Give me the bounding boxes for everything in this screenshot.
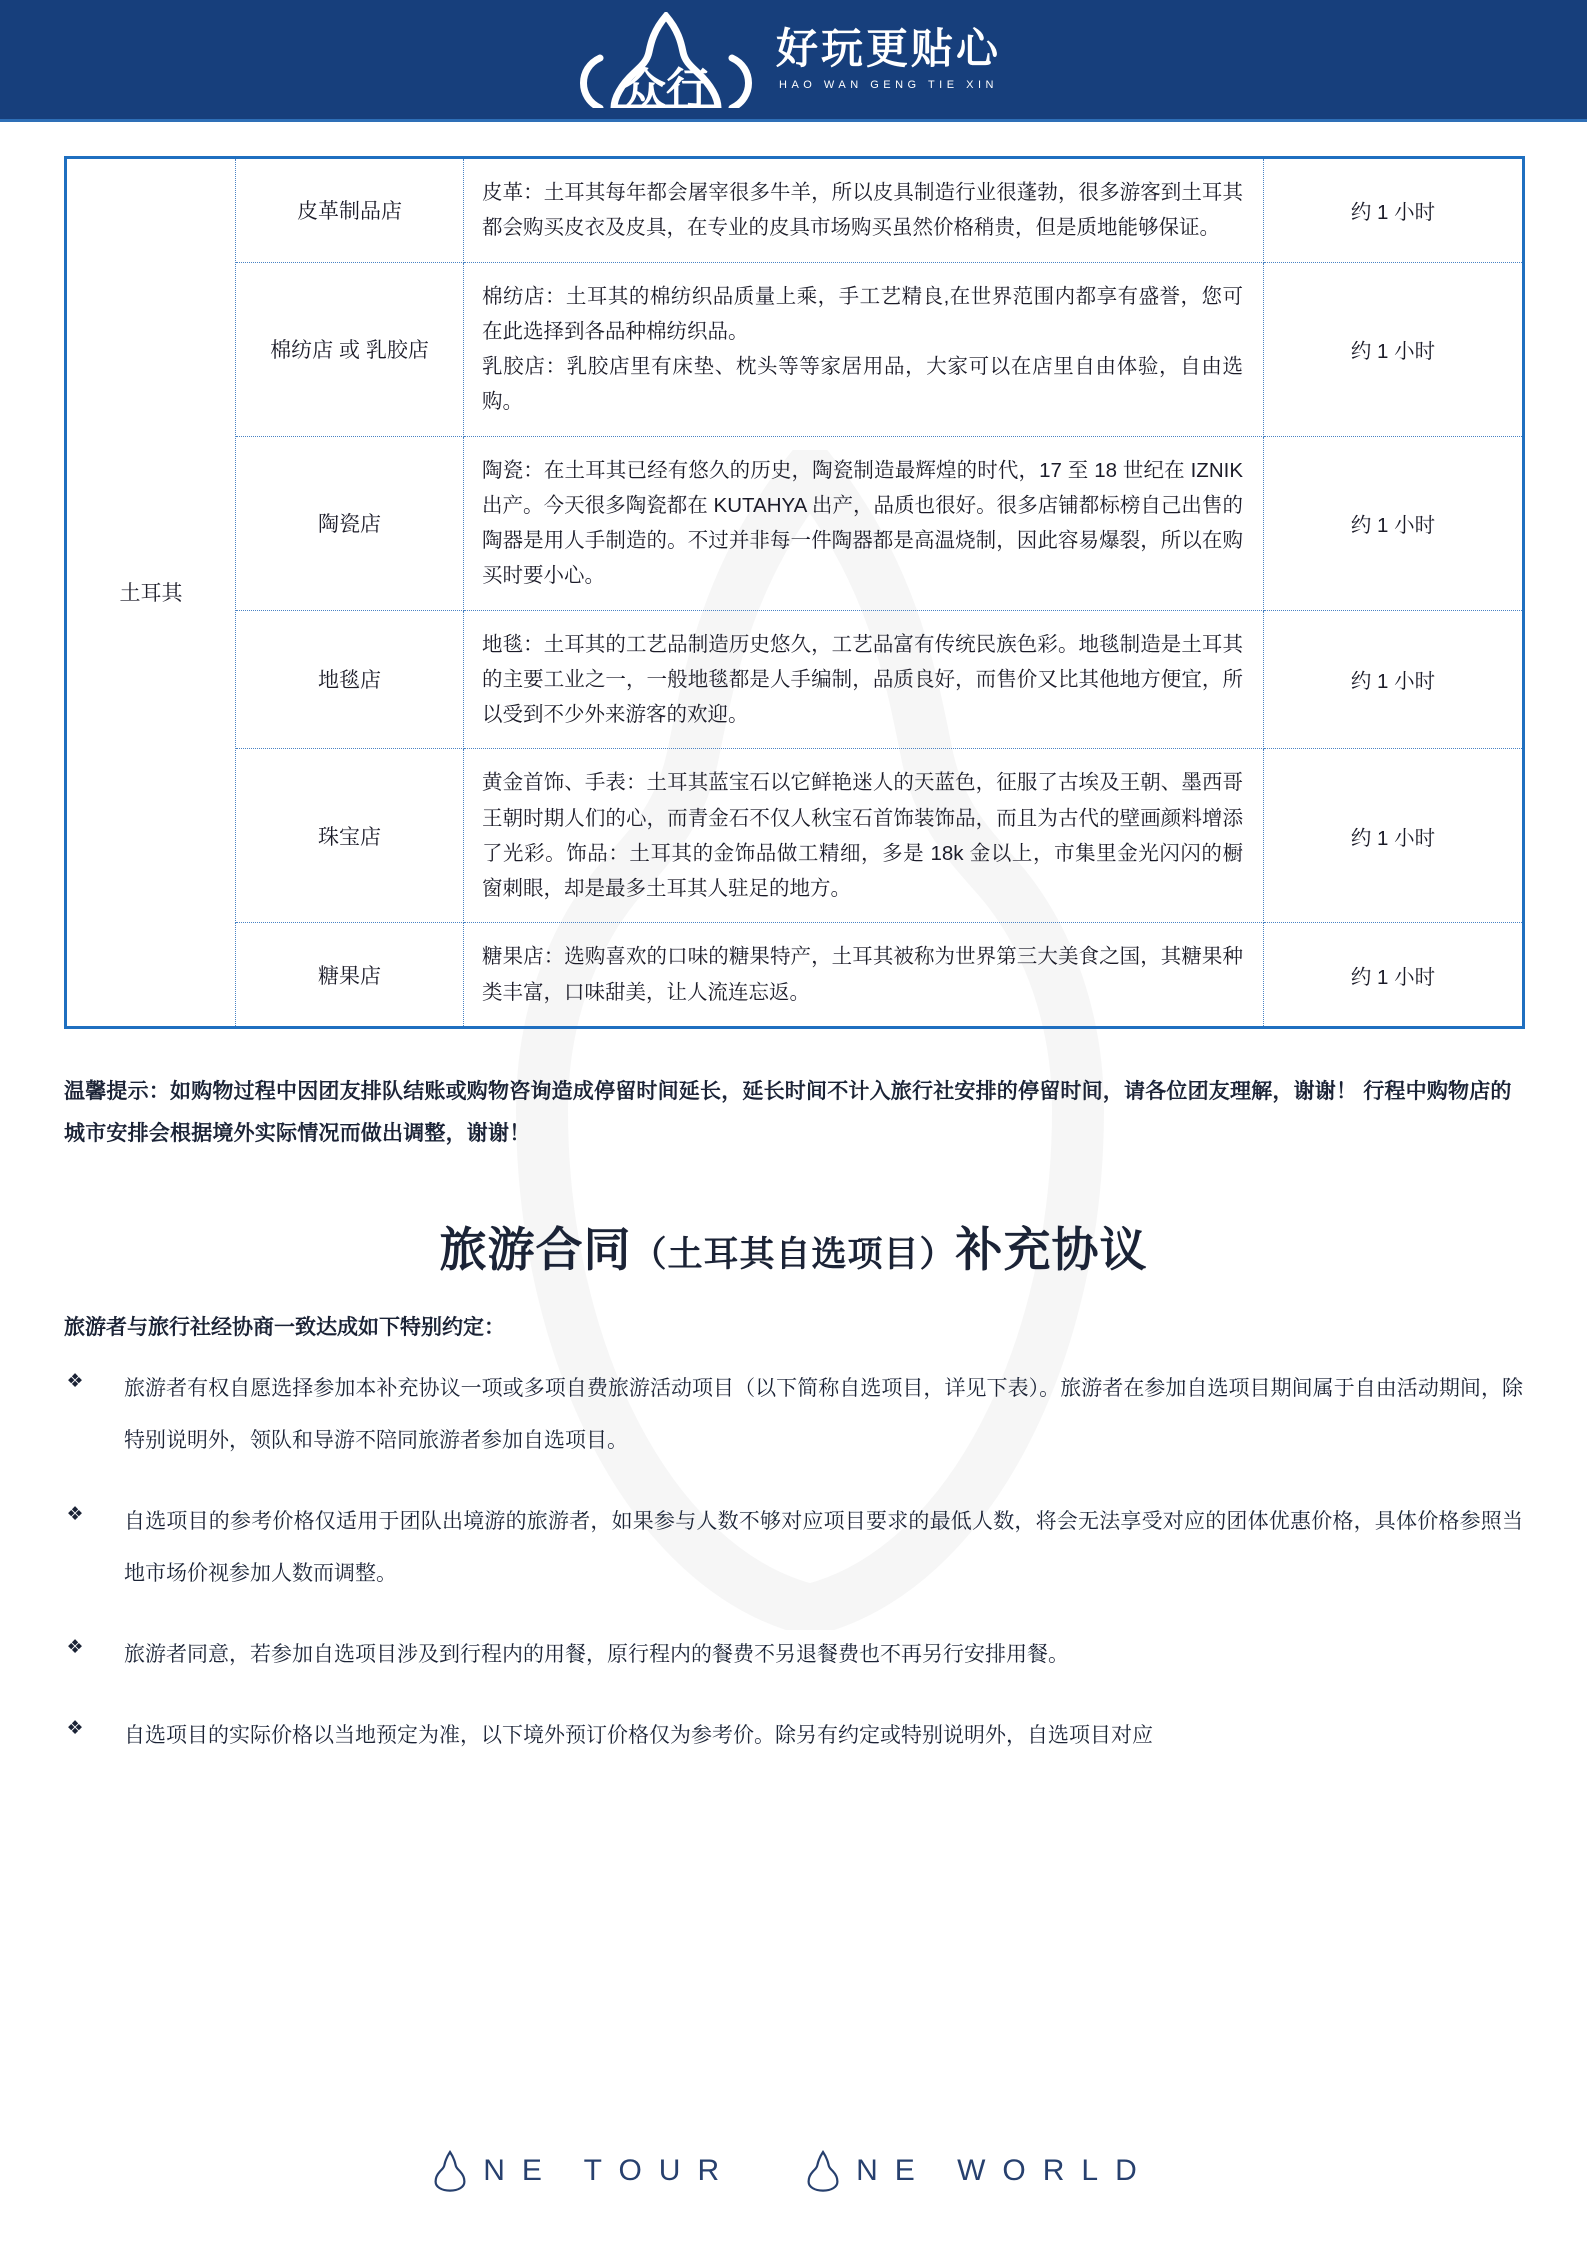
description-line: 棉纺店：土耳其的棉纺织品质量上乘，手工艺精良,在世界范围内都享有盛誉，您可在此选择到各品种棉纺织品。: [482, 284, 1243, 343]
cell-shop-name: 地毯店: [236, 610, 464, 749]
page-footer: [0, 2149, 1587, 2193]
page-title-part-small: （土耳其自选项目）: [631, 1234, 956, 1275]
cell-duration: 约 1 小时: [1264, 749, 1524, 923]
list-item-text: 旅游者有权自愿选择参加本补充协议一项或多项自费旅游活动项目（以下简称自选项目，详见下表）。旅游者在参加自选项目期间属于自由活动期间，除特别说明外，领队和导游不陪同旅游者参加自选项目。: [124, 1377, 1523, 1452]
table-row: [66, 749, 1524, 923]
description-line: 皮革：土耳其每年都会屠宰很多牛羊，所以皮具制造行业很蓬勃，很多游客到土耳其都会购买皮衣及皮具，在专业的皮具市场购买虽然价格稍贵，但是质地能够保证。: [482, 181, 1243, 240]
list-item: [64, 1363, 1523, 1466]
diamond-bullet-icon: ❖: [66, 1504, 84, 1526]
cell-shop-name: 皮革制品店: [236, 158, 464, 263]
warm-tips-paragraph: 温馨提示：如购物过程中因团友排队结账或购物咨询造成停留时间延长，延长时间不计入旅行社安排的停留时间，请各位团友理解，谢谢！ 行程中购物店的城市安排会根据境外实际情况而做出调整，谢谢！: [64, 1079, 1512, 1145]
cell-duration: 约 1 小时: [1264, 436, 1524, 610]
diamond-bullet-icon: ❖: [66, 1718, 84, 1740]
brand-slogan: 好玩更贴心: [775, 24, 1001, 73]
zhongxing-cloud-icon: [566, 12, 766, 108]
cell-description: [464, 436, 1264, 610]
footer-group-right: [806, 2149, 1154, 2193]
cell-description: [464, 749, 1264, 923]
shopping-table: [64, 156, 1525, 1029]
shopping-table-wrapper: [64, 156, 1523, 1029]
table-row: [66, 436, 1524, 610]
page-header: [0, 0, 1587, 122]
agreement-bullet-list: [64, 1363, 1523, 1762]
cell-description: [464, 923, 1264, 1028]
page-title: [64, 1213, 1523, 1280]
cell-description: [464, 158, 1264, 263]
cell-shop-name: 糖果店: [236, 923, 464, 1028]
cell-shop-name: 棉纺店 或 乳胶店: [236, 262, 464, 436]
cell-description: [464, 610, 1264, 749]
agreement-subheading: 旅游者与旅行社经协商一致达成如下特别约定：: [64, 1316, 505, 1340]
list-item-text: 自选项目的参考价格仅适用于团队出境游的旅游者，如果参与人数不够对应项目要求的最低人数，将会无法享受对应的团体优惠价格，具体价格参照当地市场价视参加人数而调整。: [124, 1510, 1523, 1585]
footer-text-right: NE WORLD: [856, 2154, 1154, 2187]
description-line: 地毯：土耳其的工艺品制造历史悠久，工艺品富有传统民族色彩。地毯制造是土耳其的主要工业之一，一般地毯都是人手编制，品质良好，而售价又比其他地方便宜，所以受到不少外来游客的欢迎。: [482, 632, 1243, 726]
list-item-text: 自选项目的实际价格以当地预定为准，以下境外预订价格仅为参考价。除另有约定或特别说明外，自选项目对应: [124, 1724, 1153, 1748]
brand-logo: [566, 12, 1001, 108]
cell-country: 土耳其: [66, 158, 236, 1028]
list-item: [64, 1629, 1523, 1680]
cell-duration: 约 1 小时: [1264, 262, 1524, 436]
list-item-text: 旅游者同意，若参加自选项目涉及到行程内的用餐，原行程内的餐费不另退餐费也不再另行安排用餐。: [124, 1642, 1069, 1666]
table-row: [66, 158, 1524, 263]
cell-duration: 约 1 小时: [1264, 158, 1524, 263]
cell-shop-name: 珠宝店: [236, 749, 464, 923]
footer-group-left: [433, 2149, 736, 2193]
table-row: [66, 610, 1524, 749]
shopping-table-body: [66, 158, 1524, 1028]
description-line: 糖果店：选购喜欢的口味的糖果特产，土耳其被称为世界第三大美食之国，其糖果种类丰富，口味甜美，让人流连忘返。: [482, 945, 1243, 1004]
footer-text-left: NE TOUR: [483, 2154, 737, 2187]
cell-description: [464, 262, 1264, 436]
logo-wordmark: 众行: [621, 63, 710, 108]
page-title-part-2: 补充协议: [955, 1222, 1148, 1278]
cloud-o-icon: [806, 2149, 840, 2193]
cell-shop-name: 陶瓷店: [236, 436, 464, 610]
diamond-bullet-icon: ❖: [66, 1371, 84, 1393]
description-line: 陶瓷：在土耳其已经有悠久的历史，陶瓷制造最辉煌的时代，17 至 18 世纪在 IZNIK 出产。今天很多陶瓷都在 KUTAHYA 出产，品质也很好。很多店铺都标榜自己出售的陶器是用人手制造的。不过并非每一件陶器都是高温烧制，因此容易爆裂，所以在购买时要小心。: [482, 458, 1243, 588]
page-title-part-1: 旅游合同: [439, 1222, 632, 1278]
table-row: [66, 923, 1524, 1028]
description-line: 黄金首饰、手表：土耳其蓝宝石以它鲜艳迷人的天蓝色，征服了古埃及王朝、墨西哥王朝时期人们的心，而青金石不仅人秋宝石首饰装饰品，而且为古代的壁画颜料增添了光彩。饰品：土耳其的金饰品做工精细，多是 18k 金以上，市集里金光闪闪的橱窗刺眼，却是最多土耳其人驻足的地方。: [482, 771, 1243, 900]
brand-slogan-pinyin: HAO WAN GENG TIE XIN: [779, 79, 998, 91]
cloud-o-icon: [433, 2149, 467, 2193]
list-item: [64, 1710, 1523, 1761]
list-item: [64, 1496, 1523, 1599]
description-line: 乳胶店：乳胶店里有床垫、枕头等等家居用品，大家可以在店里自由体验，自由选购。: [482, 355, 1243, 414]
cell-duration: 约 1 小时: [1264, 610, 1524, 749]
cell-duration: 约 1 小时: [1350, 965, 1436, 989]
table-row: [66, 262, 1524, 436]
diamond-bullet-icon: ❖: [66, 1636, 84, 1658]
